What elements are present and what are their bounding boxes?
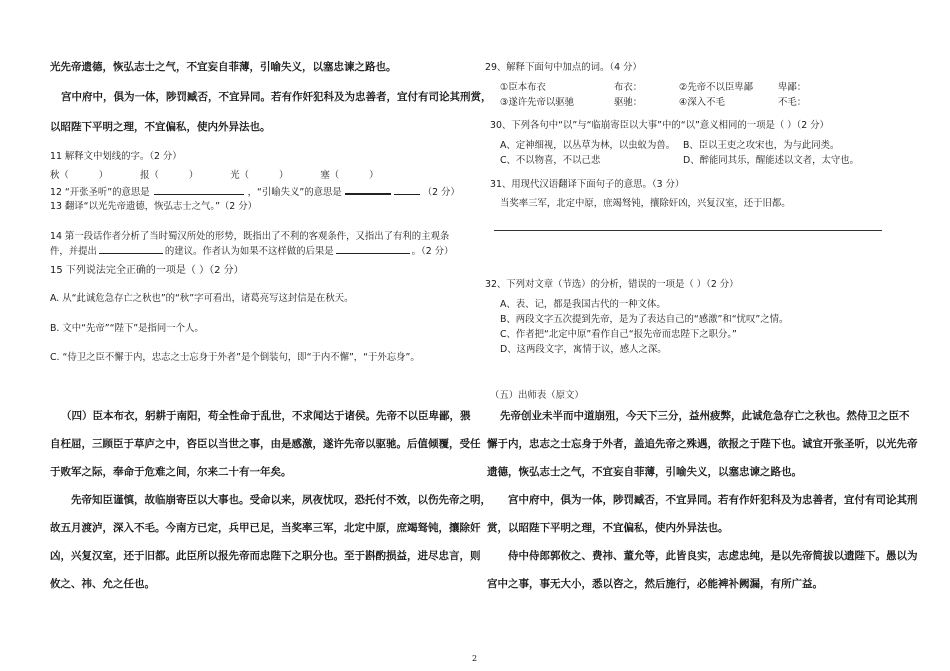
answer-blank[interactable] bbox=[336, 244, 410, 254]
q31-sentence: 当奖率三军，北定中原，庶竭驽钝，攘除奸凶，兴复汉室，还于旧都。 bbox=[500, 198, 791, 209]
word-paren: ） bbox=[279, 170, 289, 181]
passage-line: 宫中府中，俱为一体，陟罚臧否，不宜异同。若有作奸犯科及为忠善者，宜付有司论其刑赏， bbox=[61, 91, 492, 103]
section4-line: 凶，兴复汉室，还于旧都。此臣所以报先帝而忠陛下之职分也。至于斟酌损益，进尽忠言，则 bbox=[50, 550, 481, 562]
answer-line[interactable] bbox=[494, 230, 882, 231]
section4-line: 故五月渡泸，深入不毛。今南方已定，兵甲已足，当奖率三军，北定中原，庶竭驽钝，攘除奸 bbox=[50, 522, 481, 534]
answer-blank[interactable] bbox=[394, 185, 420, 195]
q15-option: C. “侍卫之臣不懈于内，忠志之士忘身于外者”是个倒装句，即“于内不懈”，“于外忘身”。 bbox=[50, 352, 420, 363]
word-paren: 报（ bbox=[140, 170, 159, 181]
q32-option: A、表、记，都是我国古代的一种文体。 bbox=[500, 299, 666, 310]
q14-line1: 14 第一段话作者分析了当时蜀汉所处的形势，既指出了不利的客观条件，又指出了有利的主观条 bbox=[50, 231, 450, 242]
section5-line: 宫中之事，事无大小，悉以咨之，然后施行，必能裨补阙漏，有所广益。 bbox=[487, 578, 823, 590]
q32-option: C、作者把“北定中原”看作自己“报先帝而忠陛下之职分。” bbox=[500, 329, 737, 340]
section5-title: （五）出师表（原文） bbox=[490, 390, 584, 401]
section4-line: （四）臣本布衣，躬耕于南阳，苟全性命于乱世，不求闻达于诸侯。先帝不以臣卑鄙，猥 bbox=[61, 410, 471, 422]
passage-line: 以昭陛下平明之理，不宜偏私，使内外异法也。 bbox=[50, 121, 271, 133]
q15-title: 15 下列说法完全正确的一项是（ ）（2 分） bbox=[50, 265, 244, 276]
section5-line: 先帝创业未半而中道崩殂，今天下三分，益州疲弊，此诚危急存亡之秋也。然侍卫之臣不 bbox=[500, 410, 910, 422]
answer-blank[interactable] bbox=[99, 244, 163, 254]
passage-line: 光先帝遗德，恢弘志士之气，不宜妄自菲薄，引喻失义，以塞忠谏之路也。 bbox=[50, 61, 397, 73]
section5-line: 宫中府中，俱为一体，陟罚臧否，不宜异同。若有作奸犯科及为忠善者，宜付有司论其刑 bbox=[508, 494, 918, 506]
answer-blank[interactable] bbox=[154, 185, 244, 195]
word-paren: ） bbox=[369, 170, 379, 181]
section4-line: 于败军之际，奉命于危难之间，尔来二十有一年矣。 bbox=[50, 466, 292, 478]
section5-line: 懈于内，忠志之士忘身于外者，盖追先帝之殊遇，欲报之于陛下也。诚宜开张圣听，以光先帝 bbox=[487, 438, 918, 450]
word-paren: 塞（ bbox=[320, 170, 340, 181]
q13: 13 翻译“以光先帝遗德，恢弘志士之气。”（2 分） bbox=[50, 201, 257, 212]
section4-line: 攸之、祎、允之任也。 bbox=[50, 578, 155, 590]
q30-title: 30、下列各句中“以”与“临崩寄臣以大事”中的“以”意义相同的一项是（ ）（2 分） bbox=[490, 120, 829, 131]
q14-line2: 件，并提出 的建议。作者认为如果不这样做的后果是 。（2 分） bbox=[50, 246, 454, 257]
q11-title: 11 解释文中划线的字。（2 分） bbox=[50, 151, 182, 162]
page-number: 2 bbox=[472, 654, 478, 663]
q15-option: A. 从“此诚危急存亡之秋也”的“秋”字可看出，诸葛亮写这封信是在秋天。 bbox=[50, 293, 354, 304]
section5-line: 遗德，恢弘志士之气，不宜妄自菲薄，引喻失义，以塞忠谏之路也。 bbox=[487, 466, 802, 478]
section4-line: 自枉屈，三顾臣于草庐之中，咨臣以当世之事，由是感激，遂许先帝以驱驰。后值倾覆，受任 bbox=[50, 438, 481, 450]
word-paren: ） bbox=[188, 170, 199, 181]
q32-title: 32、下列对文章（节选）的分析，错误的一项是（ ）（2 分） bbox=[485, 279, 739, 290]
q31-title: 31、用现代汉语翻译下面句子的意思。（3 分） bbox=[490, 179, 685, 190]
answer-blank[interactable] bbox=[345, 184, 391, 195]
q32-option: D、这两段文字，寓情于议，感人之深。 bbox=[500, 344, 667, 355]
word-paren: ） bbox=[98, 170, 109, 181]
q15-option: B. 文中“先帝”“陛下”是指同一个人。 bbox=[50, 323, 204, 334]
word-paren: 光（ bbox=[230, 170, 250, 181]
q29-title: 29、解释下面句中加点的词。（4 分） bbox=[485, 62, 642, 73]
section4-line: 先帝知臣谨慎，故临崩寄臣以大事也。受命以来，夙夜忧叹，恐托付不效，以伤先帝之明， bbox=[71, 494, 491, 506]
word-paren: 秋（ bbox=[50, 170, 69, 181]
section5-line: 赏，以昭陛下平明之理，不宜偏私，使内外异法也。 bbox=[487, 522, 729, 534]
q32-option: B、两段文字五次提到先帝，是为了表达自己的“感激”和“忧叹”之情。 bbox=[500, 314, 789, 325]
q12: 12 “开张圣听”的意思是 ，“引喻失义”的意思是 （2 分） bbox=[50, 184, 460, 198]
q11-words bbox=[50, 167, 379, 181]
section5-line: 侍中侍郎郭攸之、费祎、董允等，此皆良实，志虑忠纯，是以先帝简拔以遗陛下。愚以为 bbox=[508, 550, 918, 562]
